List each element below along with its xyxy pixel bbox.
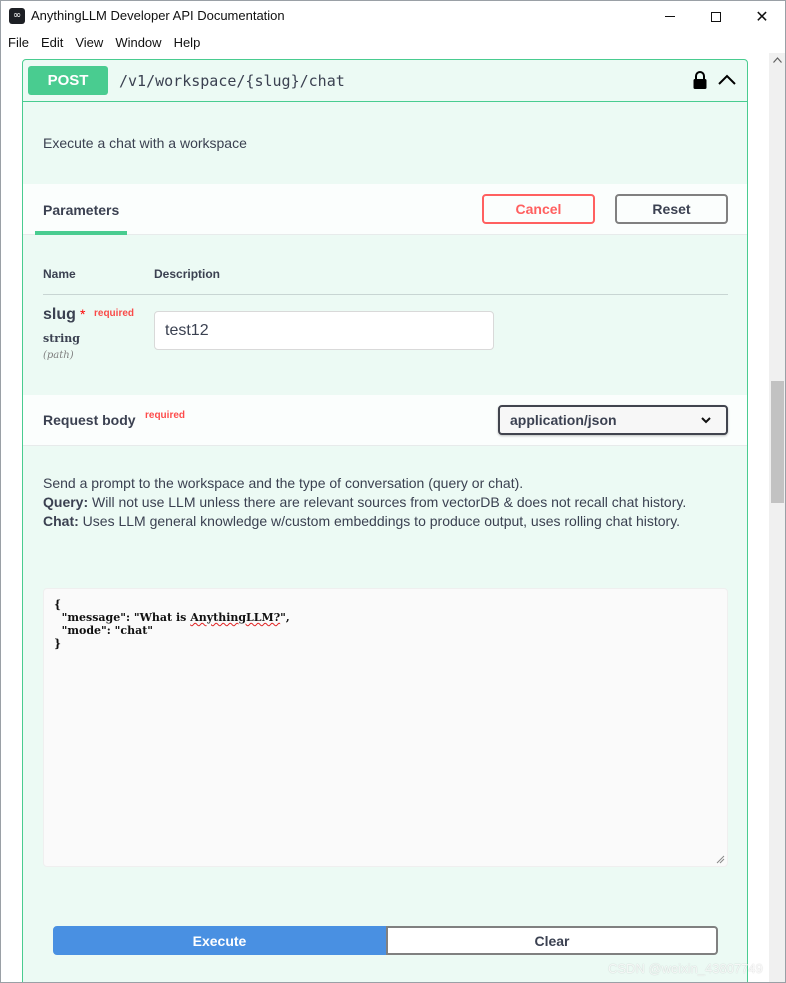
- request-body-header: [23, 395, 747, 446]
- query-label: Query:: [43, 494, 89, 510]
- parameters-header: [23, 184, 747, 235]
- lock-icon[interactable]: [692, 70, 708, 90]
- param-location: (path): [43, 350, 74, 361]
- menu-view[interactable]: View: [75, 35, 104, 50]
- title-bar: [1, 1, 786, 32]
- scroll-up-arrow-icon[interactable]: [773, 57, 782, 63]
- chevron-down-icon: [700, 415, 712, 425]
- window-title: AnythingLLM Developer API Documentation: [31, 8, 285, 23]
- request-body-required-label: required: [145, 410, 186, 421]
- watermark: CSDN @weixin_43807749: [608, 961, 763, 976]
- method-badge: POST: [28, 66, 108, 95]
- menu-help[interactable]: Help: [173, 35, 201, 50]
- resize-grip-icon[interactable]: [716, 855, 725, 864]
- required-label: required: [94, 308, 135, 319]
- cancel-button[interactable]: Cancel: [482, 194, 595, 224]
- operation-summary[interactable]: [23, 60, 747, 102]
- menu-window[interactable]: Window: [115, 35, 162, 50]
- chat-label: Chat:: [43, 513, 79, 529]
- content-type-select[interactable]: [498, 405, 728, 435]
- menu-edit[interactable]: Edit: [40, 35, 64, 50]
- code-line-message: [54, 611, 290, 624]
- code-message-end: ",: [280, 611, 290, 624]
- close-icon: ✕: [755, 7, 769, 26]
- tab-parameters[interactable]: Parameters: [35, 184, 127, 235]
- request-body-description: [43, 474, 713, 531]
- param-name: slug: [43, 306, 76, 323]
- request-body-editor[interactable]: [43, 588, 728, 867]
- description-line: Send a prompt to the workspace and the type of conversation (query or chat).: [43, 475, 524, 491]
- clear-button[interactable]: Clear: [386, 926, 718, 955]
- query-description: [43, 493, 713, 512]
- request-body-json: [54, 598, 290, 650]
- reset-button[interactable]: Reset: [615, 194, 728, 224]
- query-text: Will not use LLM unless there are relevant sources from vectorDB & does not recall chat history.: [88, 494, 687, 510]
- chevron-up-icon[interactable]: [716, 70, 738, 90]
- menu-file[interactable]: File: [8, 35, 29, 50]
- close-button[interactable]: [739, 1, 785, 32]
- operation-block: [22, 59, 748, 983]
- code-line: {: [54, 598, 62, 611]
- request-body-title: Request body: [43, 412, 136, 428]
- column-header-name: Name: [43, 267, 76, 281]
- param-type: string: [43, 332, 80, 345]
- page-content: [1, 53, 769, 983]
- column-header-description: Description: [154, 267, 221, 281]
- spellcheck-word: AnythingLLM?: [190, 611, 281, 624]
- slug-input[interactable]: [154, 311, 494, 350]
- chat-text: Uses LLM general knowledge w/custom embeddings to produce output, uses rolling chat history.: [78, 513, 681, 529]
- required-asterisk: *: [80, 306, 86, 322]
- maximize-button[interactable]: [693, 1, 739, 32]
- vertical-scrollbar[interactable]: [769, 53, 786, 983]
- chat-description: [43, 512, 713, 531]
- anythingllm-logo-icon: ∞: [9, 8, 25, 24]
- operation-description: Execute a chat with a workspace: [43, 135, 247, 151]
- execute-button[interactable]: Execute: [53, 926, 386, 955]
- code-line: }: [54, 637, 62, 650]
- minimize-icon: [665, 16, 675, 17]
- code-message-key: "message": "What is: [54, 611, 191, 624]
- code-line-mode: "mode": "chat": [54, 624, 154, 637]
- scrollbar-thumb[interactable]: [771, 381, 784, 503]
- maximize-icon: [711, 12, 721, 22]
- menu-bar: [1, 32, 786, 53]
- content-type-value: application/json: [510, 412, 617, 428]
- header-divider: [43, 294, 728, 295]
- endpoint-path: /v1/workspace/{slug}/chat: [119, 72, 345, 90]
- minimize-button[interactable]: [647, 1, 693, 32]
- execute-wrapper: [53, 926, 718, 955]
